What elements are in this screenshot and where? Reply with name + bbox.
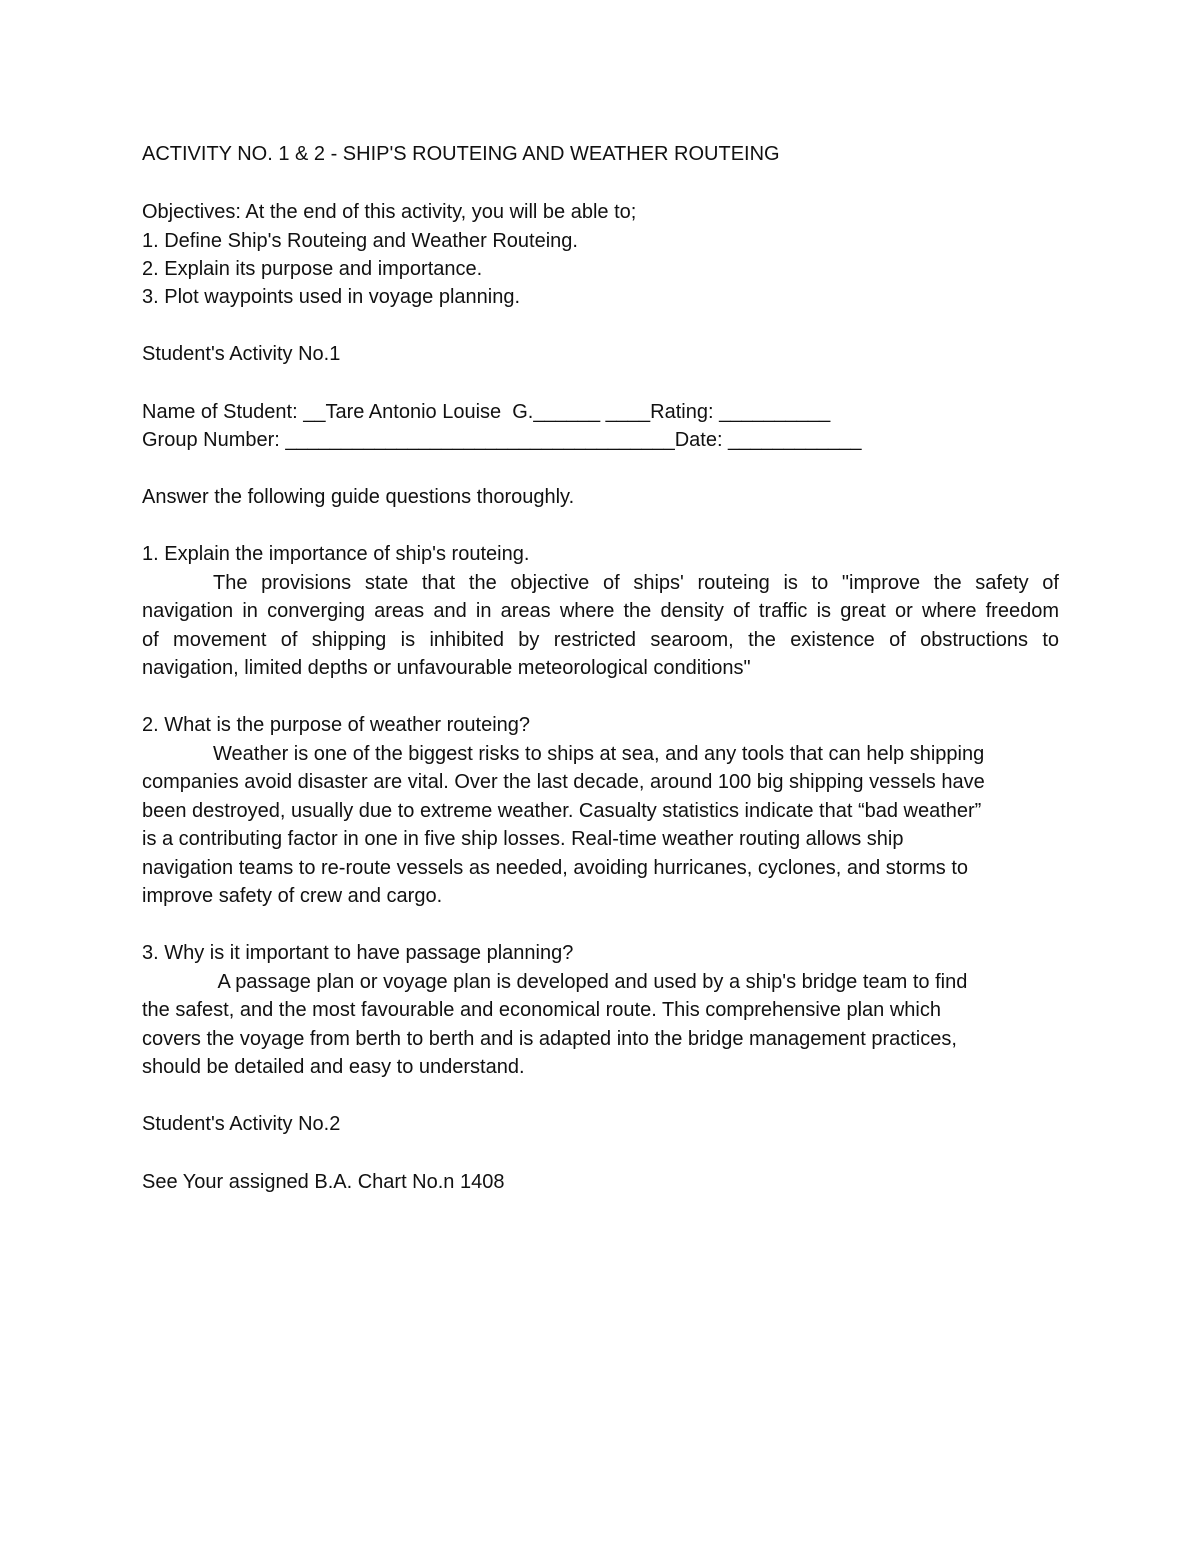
activity-title: ACTIVITY NO. 1 & 2 - SHIP'S ROUTEING AND WEATHER ROUTEING	[142, 143, 780, 165]
answer-2-line-4: is a contributing factor in one in five ship losses. Real-time weather routing allows ship	[142, 828, 904, 850]
group-number-line: Group Number: ___________________________________Date: ____________	[142, 429, 862, 451]
instruction-text: Answer the following guide questions thoroughly.	[142, 486, 575, 508]
activity1-heading: Student's Activity No.1	[142, 343, 341, 365]
answer-3-line-3: covers the voyage from berth to berth and is adapted into the bridge management practices,	[142, 1028, 957, 1050]
answer-3-line-2: the safest, and the most favourable and economical route. This comprehensive plan which	[142, 999, 941, 1021]
answer-2-line-5: navigation teams to re-route vessels as needed, avoiding hurricanes, cyclones, and storms to	[142, 857, 968, 879]
question-1: 1. Explain the importance of ship's routeing.	[142, 543, 530, 565]
answer-1-line-2: navigation in converging areas and in areas where the density of traffic is great or where freedom	[142, 600, 1059, 622]
answer-3-line-4: should be detailed and easy to understand.	[142, 1056, 525, 1078]
answer-1-line-4: navigation, limited depths or unfavourable meteorological conditions"	[142, 657, 751, 679]
answer-2-line-3: been destroyed, usually due to extreme weather. Casualty statistics indicate that “bad weather”	[142, 800, 982, 822]
question-2: 2. What is the purpose of weather routeing?	[142, 714, 531, 736]
answer-3-line-1: A passage plan or voyage plan is developed and used by a ship's bridge team to find	[213, 971, 968, 993]
answer-2-line-1: Weather is one of the biggest risks to ships at sea, and any tools that can help shipping	[213, 743, 985, 765]
student-name-line: Name of Student: __Tare Antonio Louise G.______ ____Rating: __________	[142, 401, 831, 423]
answer-1-line-3: of movement of shipping is inhibited by restricted searoom, the existence of obstructions to	[142, 629, 1059, 651]
question-3: 3. Why is it important to have passage planning?	[142, 942, 574, 964]
objective-item-2: 2. Explain its purpose and importance.	[142, 258, 483, 280]
answer-2-line-6: improve safety of crew and cargo.	[142, 885, 443, 907]
activity2-instruction: See Your assigned B.A. Chart No.n 1408	[142, 1171, 505, 1193]
objectives-intro: Objectives: At the end of this activity, you will be able to;	[142, 201, 637, 223]
objective-item-3: 3. Plot waypoints used in voyage planning.	[142, 286, 521, 308]
activity2-heading: Student's Activity No.2	[142, 1113, 341, 1135]
answer-1-line-1: The provisions state that the objective of ships' routeing is to "improve the safety of	[213, 572, 1059, 594]
objective-item-1: 1. Define Ship's Routeing and Weather Routeing.	[142, 230, 578, 252]
answer-2-line-2: companies avoid disaster are vital. Over the last decade, around 100 big shipping vessels have	[142, 771, 985, 793]
